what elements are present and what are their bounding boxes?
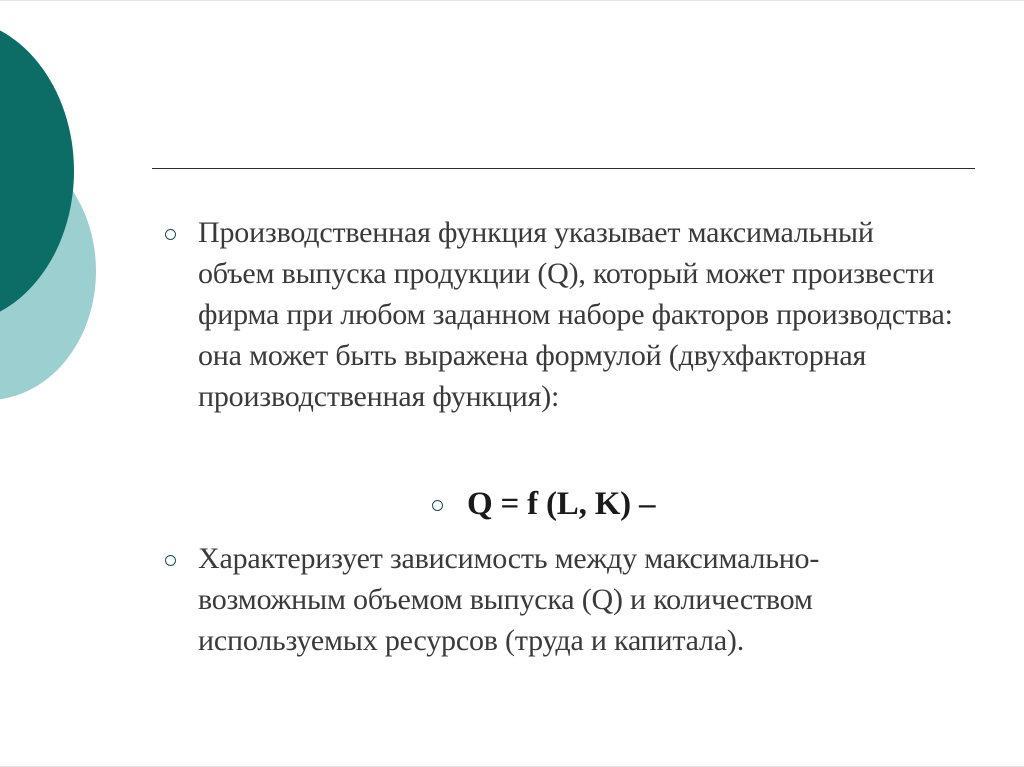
bullet-text-definition: Производственная функция указывает максимальный объем выпуска продукции (Q), который может произвести фирма при любом заданном наборе факторов производства: она может быть выражена формулой (двухфакторная производственная функция): <box>198 216 953 413</box>
bullet-item-definition <box>165 212 955 417</box>
hollow-circle-icon <box>165 555 176 566</box>
title-divider-line <box>152 168 975 169</box>
bullet-text-characteristic: Характеризует зависимость между максимально-возможным объемом выпуска (Q) и количеством используемых ресурсов (труда и капитала). <box>198 542 820 657</box>
hollow-circle-icon <box>432 500 443 511</box>
slide-top-border <box>0 0 1024 1</box>
bullet-item-characteristic <box>165 538 955 661</box>
hollow-circle-icon <box>165 229 176 240</box>
formula-text: Q = f (L, K) – <box>467 486 656 522</box>
bullet-item-formula <box>432 484 752 525</box>
